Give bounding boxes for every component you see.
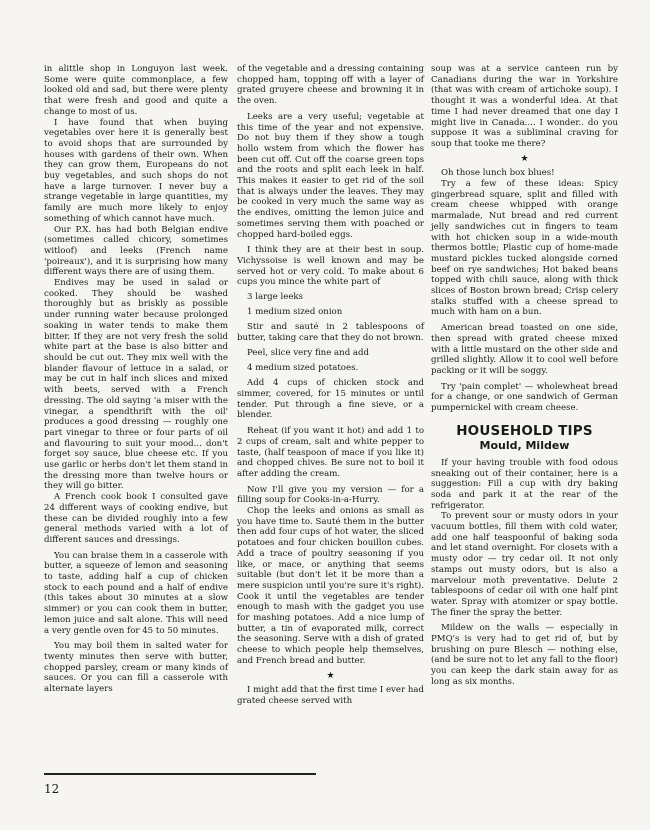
paragraph: Leeks are a very useful; vegetable at this time of the year and not expensive. Do not buy them if they show a tough hollo wstem from which the flower has been cut off. Cut off the coarse green tops and the roots and split each leek in half. This makes it easier to get rid of the soil that is always under the leaves. They may be cooked in very much the same way as the endives, omitting the lemon juice and sometimes serving them with poached or chopped hard-boiled eggs.	[237, 111, 424, 240]
paragraph: Endives may be used in salad or cooked. They should be washed thoroughly but as briskly as possible under running water because prolonged soaking in water tends to make them bitter. If they are not very fresh the solid white part at the base is also bitter and should be cut out. They mix well with the blander flavour of lettuce in a salad, or may be cut in half inch slices and mixed with beets, served with a French dressing. The old saying 'a miser with the vinegar, a spendthrift with the oil' produces a good dressing — roughly one part vinegar to three or four parts of oil and flavouring to suit your mood... don't forget soy sauce, blue cheese etc. If you use garlic or herbs don't let them stand in the dressing more than twelve hours or they will go bitter.	[44, 278, 228, 492]
recipe-ingredient: Peel, slice very fine and add	[247, 347, 370, 358]
paragraph: in alittle shop in Longuyon last week. Some were quite commonplace, a few looked old and sad, but there were plenty that were fresh and good and quite a change to most of us.	[44, 64, 228, 117]
paragraph: Now I'll give you my version — for a filling soup for Cooks-in-a-Hurry.	[237, 484, 424, 506]
paragraph: You may boil them in salted water for twenty minutes then serve with butter, chopped parsley, cream or many kinds of sauces. Or you can fill a casserole with alternate layers	[44, 641, 228, 695]
star-divider-icon: ★	[520, 153, 529, 164]
star-divider-icon: ★	[326, 670, 335, 681]
paragraph: soup was at a service canteen run by Canadians during the war in Yorkshire (that was with cream of artichoke soup). I thought it was a wonderful idea. At that time I had never dreamed that one day I might live in Canada.... I wonder.. do you suppose it was a subliminal craving for soup that tooke me there?	[431, 64, 618, 149]
recipe-ingredient: 4 medium sized potatoes.	[247, 362, 359, 373]
paragraph: Our P.X. has had both Belgian endive (sometimes called chicory, sometimes witloof) and leeks (French name 'poireaux'), and it is surprising how many different ways there are of using them.	[44, 224, 228, 278]
recipe-ingredient: 3 large leeks	[247, 292, 304, 303]
text-column-middle	[237, 64, 424, 707]
paragraph: You can braise them in a casserole with butter, a squeeze of lemon and seasoning to taste, adding half a cup of chicken stock to each pound and a half of endive (this takes about 30 minutes at a slow simmer) or you can cook them in butter, lemon juice and salt alone. This will need a very gentle oven for 45 to 50 minutes.	[44, 550, 228, 636]
paragraph: I have found that when buying vegetables over here it is generally best to avoid shops that are surrounded by houses with gardens of their own. When they can grow them, Europeans do not buy vegetables, and such shops do not have a large turnover. I never buy a strange vegetable in large quantities, my family are much more likely to enjoy something of which cannot have much.	[44, 117, 228, 224]
paragraph: Mildew on the walls — especially in PMQ's is very had to get rid of, but by brushing on pure Blesch — nothing else, (and be sure not to let any fall to the floor) you can keep the dark stain away for as long as six months.	[431, 623, 618, 687]
paragraph: If your having trouble with food odous sneaking out of their container, here is a suggestion: Fill a cup with dry baking soda and park it at the rear of the refrigerator.	[431, 457, 618, 511]
paragraph: Oh those lunch box blues!	[441, 168, 555, 179]
paragraph: Try 'pain complet' — wholewheat bread for a change, or one sandwich of German pumpernickel with cream cheese.	[431, 381, 618, 414]
page-number: 12	[44, 782, 60, 796]
paragraph: A French cook book I consulted gave 24 different ways of cooking endive, but these can be divided roughly into a few general methods varied with a lot of different sauces and dressings.	[44, 492, 228, 545]
section-headline: HOUSEHOLD TIPS	[456, 422, 593, 439]
text-column-left	[44, 64, 228, 695]
paragraph: Stir and sauté in 2 tablespoons of butter, taking care that they do not brown.	[237, 322, 424, 344]
text-column-right	[431, 64, 618, 688]
paragraph: To prevent sour or musty odors in your vacuum bottles, fill them with cold water, add one half teaspoonful of baking soda and let stand overnight. For closets with a musty odor — try cedar oil. It not only stamps out musty odors, but is also a marvelour moth preventative. Delute 2 tablespoons of cedar oil with one half pint water. Spray with atomizer or spay bottle. The finer the spray the better.	[431, 511, 618, 618]
paragraph: of the vegetable and a dressing containing chopped ham, topping off with a layer of grated gruyere cheese and browning it in the oven.	[237, 64, 424, 107]
paragraph: Add 4 cups of chicken stock and simmer, covered, for 15 minutes or until tender. Put through a fine sieve, or a blender.	[237, 378, 424, 421]
footer-rule	[44, 773, 316, 775]
paragraph: American bread toasted on one side, then spread with grated cheese mixed with a little mustard on the other side and grilled slightly. Allow it to cool well before packing or it will be soggy.	[431, 323, 618, 376]
paragraph: Try a few of these ideas: Spicy gingerbread square, split and filled with cream cheese whipped with orange marmalade, Nut bread and red current jelly sandwiches cut in fingers to team with hot chicken soup in a wide-mouth thermos bottle; Plastic cup of home-made mustard pickles tucked alongside corned beef on rye sandwiches; Hot baked beans topped with chili sauce, along with thick slices of Boston brown bread; Crisp celery stalks stuffed with a cheese spread to much with ham on a bun.	[431, 179, 618, 318]
paragraph: Reheat (if you want it hot) and add 1 to 2 cups of cream, salt and white pepper to taste, (half teaspoon of mace if you like it) and chopped chives. Be sure not to boil it after adding the cream.	[237, 426, 424, 479]
section-subheading: Mould, Mildew	[479, 438, 570, 452]
paragraph: Chop the leeks and onions as small as you have time to. Sauté them in the butter then add four cups of hot water, the sliced potatoes and four chicken bouillon cubes. Add a trace of poultry seasoning if you like, or mace, or anything that seems suitable (but don't let it be more than a mere suspicion until you're sure it's right). Cook it until the vegetables are tender enough to mash with the gadget you use for mashing potatoes. Add a nice lump of butter, a tin of evaporated milk, correct the seasoning. Serve with a dish of grated cheese to which people help themselves, and French bread and butter.	[237, 506, 424, 666]
paragraph: I might add that the first time I ever had grated cheese served with	[237, 685, 424, 706]
recipe-ingredient: 1 medium sized onion	[247, 306, 343, 317]
paragraph: I think they are at their best in soup. Vichyssoise is well known and may be served hot or very cold. To make about 6 cups you mince the white part of	[237, 245, 424, 288]
